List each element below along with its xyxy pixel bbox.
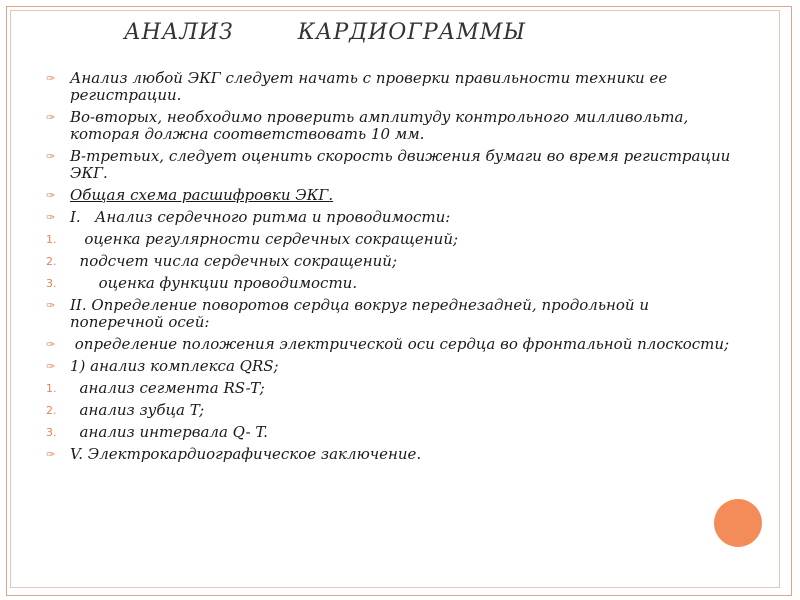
- bullet-icon: ✑: [46, 72, 56, 85]
- list-item-text: анализ зубца T;: [70, 401, 205, 419]
- bullet-icon: ✑: [46, 189, 56, 202]
- bullet-icon: ✑: [46, 338, 56, 351]
- list-item: [46, 253, 746, 270]
- list-item: [46, 380, 746, 397]
- bullet-icon: ✑: [46, 299, 56, 312]
- list-number: 1.: [46, 233, 57, 246]
- list-item: [46, 275, 746, 292]
- list-number: 2.: [46, 404, 57, 417]
- list-number: 3.: [46, 277, 57, 290]
- list-item: [46, 109, 746, 143]
- list-item: [46, 148, 746, 182]
- list-item: [46, 187, 746, 204]
- list-item-text: I. Анализ сердечного ритма и проводимости:: [70, 208, 451, 226]
- list-item-text: II. Определение поворотов сердца вокруг переднезадней, продольной и поперечной осей:: [70, 296, 654, 331]
- bullet-icon: ✑: [46, 150, 56, 163]
- list-item: [46, 358, 746, 375]
- list-item-text: Во-вторых, необходимо проверить амплитуду контрольного милливольта, которая должна соответствовать 10 мм.: [70, 108, 694, 143]
- list-item-text: оценка регулярности сердечных сокращений;: [70, 230, 459, 248]
- list-item-text: анализ сегмента RS-T;: [70, 379, 265, 397]
- list-item-text: V. Электрокардиографическое заключение.: [70, 445, 422, 463]
- list-number: 3.: [46, 426, 57, 439]
- list-number: 1.: [46, 382, 57, 395]
- list-item: [46, 231, 746, 248]
- list-item: [46, 402, 746, 419]
- list-item: [46, 336, 746, 353]
- list-item-text: 1) анализ комплекса QRS;: [70, 357, 279, 375]
- list-item: [46, 297, 746, 331]
- decorative-circle-icon: [714, 499, 762, 547]
- bullet-icon: ✑: [46, 448, 56, 461]
- bullet-icon: ✑: [46, 211, 56, 224]
- list-item: [46, 446, 746, 463]
- slide-content: [46, 70, 746, 468]
- list-item: [46, 70, 746, 104]
- list-item-text: подсчет числа сердечных сокращений;: [70, 252, 398, 270]
- list-item: [46, 424, 746, 441]
- list-item-text: В-третьих, следует оценить скорость движения бумаги во время регистрации ЭКГ.: [70, 147, 736, 182]
- list-item-text: анализ интервала Q- T.: [70, 423, 268, 441]
- list-item: [46, 209, 746, 226]
- list-item-text: определение положения электрической оси сердца во фронтальной плоскости;: [70, 335, 730, 353]
- bullet-icon: ✑: [46, 111, 56, 124]
- bullet-icon: ✑: [46, 360, 56, 373]
- list-item-text: Общая схема расшифровки ЭКГ.: [70, 186, 334, 204]
- list-number: 2.: [46, 255, 57, 268]
- slide-title: АНАЛИЗ КАРДИОГРАММЫ: [124, 20, 527, 45]
- list-item-text: оценка функции проводимости.: [70, 274, 358, 292]
- list-item-text: Анализ любой ЭКГ следует начать с проверки правильности техники ее регистрации.: [70, 69, 673, 104]
